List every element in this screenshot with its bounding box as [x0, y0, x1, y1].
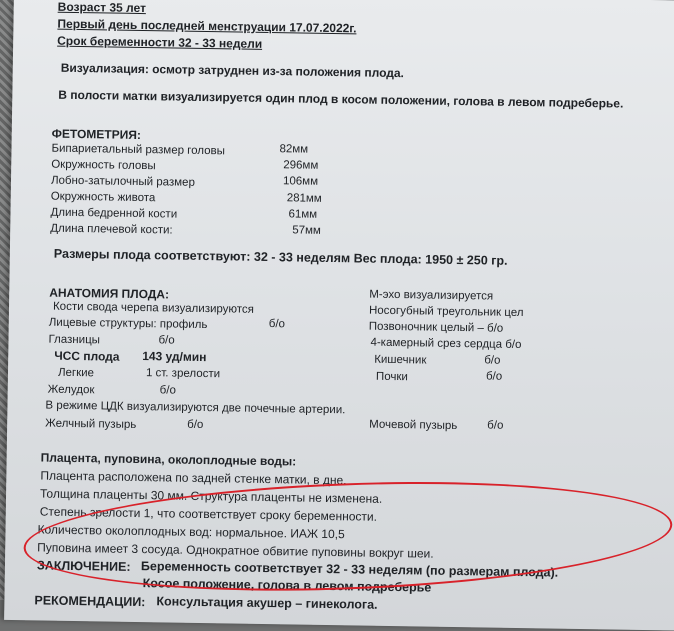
fetometry-value: 281мм [286, 192, 322, 205]
gestation-term: Срок беременности 32 - 33 недели [57, 33, 263, 51]
facial-structures: Лицевые структуры: профиль [48, 316, 208, 332]
placenta-thickness: Толщина плаценты 30 мм. Структура плаценты не изменена. [39, 486, 383, 506]
skull-bones: Кости свода черепа визуализируются [52, 300, 255, 316]
fetometry-value: 61мм [288, 208, 318, 221]
recommendations-label: РЕКОМЕНДАЦИИ: [34, 593, 146, 610]
recommendations-text: Консультация акушер – гинеколога. [156, 594, 378, 612]
conclusion-text-2: Косое положение, голова в левом подреберье [142, 576, 432, 595]
gallbladder: Желчный пузырь [45, 417, 137, 431]
conclusion-text: Беременность соответствует 32 - 33 неделям (по размерам плода). [140, 559, 559, 580]
intestine: Кишечник [374, 353, 427, 367]
fetometry-value: 106мм [282, 175, 319, 188]
kidneys-value: б/о [485, 370, 503, 383]
m-echo: М-эхо визуализируется [369, 288, 494, 303]
umbilical-cord: Пуповина имеет 3 сосуда. Однократное обвитие пуповины вокруг шеи. [37, 540, 434, 561]
intestine-value: б/о [484, 354, 501, 367]
spine: Позвоночник целый – б/о [368, 320, 504, 335]
gallbladder-value: б/о [187, 418, 204, 432]
placenta-maturity: Степень зрелости 1, что соответствует сроку беременности. [39, 504, 378, 524]
fetometry-label: Бипариетальный размер головы [51, 142, 226, 158]
stomach: Желудок [47, 383, 95, 397]
medical-report-page [4, 0, 674, 631]
heart-rate-value: 143 уд/мин [142, 349, 207, 365]
amniotic-fluid: Количество околоплодных вод: нормальное. ИАЖ 10,5 [37, 522, 345, 542]
fetometry-label: Окружность живота [50, 190, 156, 205]
urinary-bladder-value: б/о [487, 419, 504, 432]
fetometry-value: 82мм [279, 143, 309, 156]
fetus-position: В полости матки визуализируется один плод в косом положении, голова в левом подреберье. [58, 87, 624, 111]
four-chamber-heart: 4-камерный срез сердца б/о [370, 336, 522, 352]
lungs-value: 1 ст. зрелости [145, 367, 221, 381]
anatomy-title: АНАТОМИЯ ПЛОДА: [49, 285, 170, 302]
facial-structures-value: б/о [268, 318, 286, 331]
fetometry-label: Длина бедренной кости [50, 206, 178, 221]
urinary-bladder: Мочевой пузырь [369, 418, 458, 433]
orbits: Глазницы [48, 333, 101, 347]
fetometry-label: Лобно-затылочный размер [50, 174, 195, 189]
last-menstruation-date: Первый день последней менструации 17.07.2022г. [57, 16, 357, 36]
lungs: Легкие [57, 366, 95, 380]
doppler-renal-arteries: В режиме ЦДК визуализируются две почечные артерии. [45, 399, 346, 417]
nasolabial-triangle: Носогубный треугольник цел [368, 304, 524, 320]
placenta-title: Плацента, пуповина, околоплодные воды: [40, 450, 297, 469]
fetometry-label: Длина плечевой кости: [50, 222, 173, 237]
kidneys: Почки [375, 370, 408, 384]
fetometry-label: Окружность головы [51, 158, 156, 173]
visualization-line: Визуализация: осмотр затруднен из-за положения плода. [60, 60, 405, 81]
fetometry-value: 57мм [292, 224, 321, 237]
patient-age: Возраст 35 лет [57, 0, 147, 16]
orbits-value: б/о [158, 334, 175, 347]
conclusion-label: ЗАКЛЮЧЕНИЕ: [36, 558, 131, 574]
fetometry-value: 296мм [283, 159, 319, 172]
heart-rate-label: ЧСС плода [54, 348, 120, 364]
size-weight-summary: Размеры плода соответствуют: 32 - 33 неделям Вес плода: 1950 ± 250 гр. [53, 246, 508, 268]
stomach-value: б/о [159, 384, 177, 397]
fetometry-title: ФЕТОМЕТРИЯ: [51, 126, 142, 143]
placenta-location: Плацента расположена по задней стенке матки, в дне. [40, 468, 347, 488]
